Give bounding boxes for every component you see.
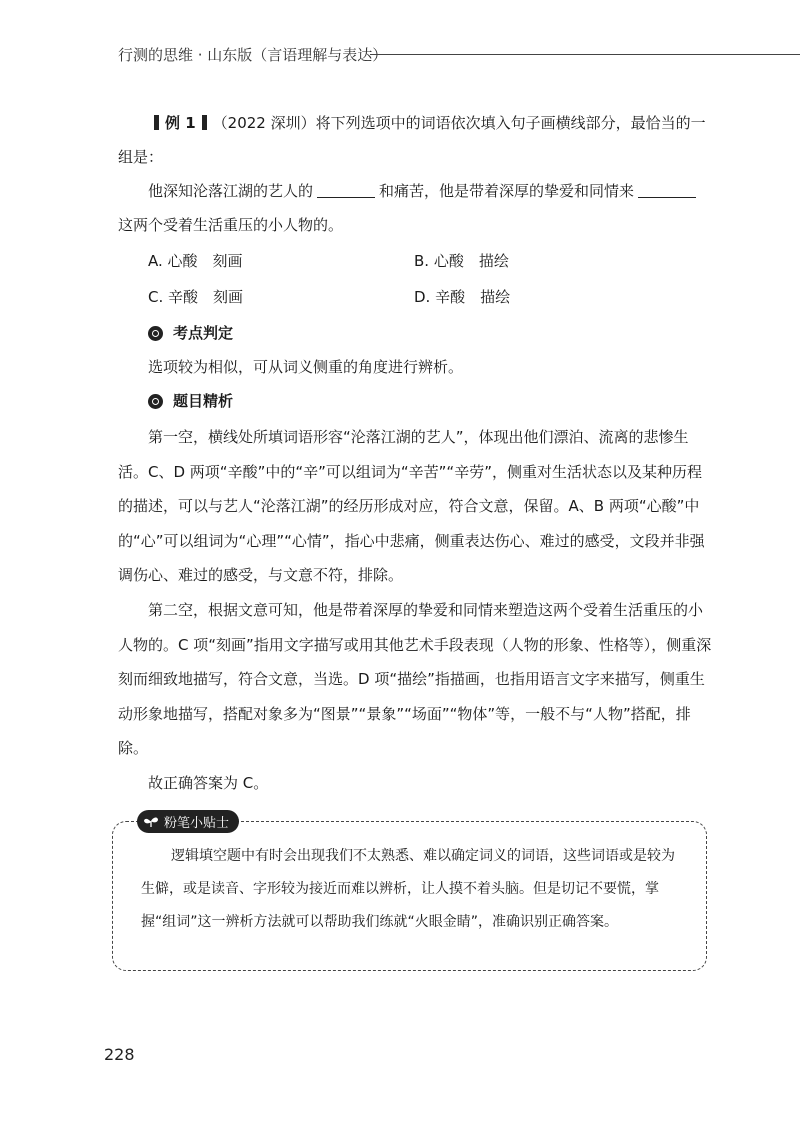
option-b: B. 心酸 描绘 <box>414 252 509 270</box>
blank-2 <box>638 183 696 198</box>
analysis-paragraph-1: 第一空，横线处所填词语形容“沦落江湖的艺人”，体现出他们漂泊、流离的悲惨生活。C、D 两项“辛酸”中的“辛”可以组词为“辛苦”“辛劳”，侧重对生活状态以及某种历程的描述，可以与艺人“沦落江湖”的经历形成对应，符合文意，保留。A、B 两项“心酸”中的“心”可以组词为“心理”“心情”，指心中悲痛，侧重表达伤心、难过的感受，文段并非强调伤心、难过的感受，与文意不符，排除。 <box>118 428 705 585</box>
option-c: C. 辛酸 刻画 <box>148 288 244 306</box>
page-header <box>118 40 718 70</box>
answer-line: 故正确答案为 C。 <box>148 773 269 792</box>
question-prompt-text: 将下列选项中的词语依次填入句子画横线部分，最恰当的一组是： <box>118 114 706 166</box>
question-sentence <box>118 174 714 242</box>
header-rule <box>370 54 800 55</box>
sentence-part-c: 这两个受着生活重压的小人物的。 <box>118 216 344 234</box>
answer-options <box>148 244 714 316</box>
tag-bar-left <box>154 115 159 130</box>
question-prompt <box>118 106 714 174</box>
leaf-icon <box>143 816 159 828</box>
analysis-heading <box>148 384 714 418</box>
tag-bar-right <box>202 115 207 130</box>
analysis-paragraph-2: 第二空，根据文意可知，他是带着深厚的挚爱和同情来塑造这两个受着生活重压的小人物的。C 项“刻画”指用文字描写或用其他艺术手段表现（人物的形象、性格等），侧重深刻而细致地描写，符合文意，当选。D 项“描绘”指描画，也指用语言文字来描写，侧重生动形象地描写，搭配对象多为“图景”“景象”“场面”“物体”等，一般不与“人物”搭配，排除。 <box>118 600 712 758</box>
blank-1 <box>317 183 375 198</box>
kaodian-heading-text: 考点判定 <box>173 324 234 342</box>
page-content <box>118 106 714 801</box>
analysis-heading-text: 题目精析 <box>173 392 234 410</box>
sentence-part-b: 和痛苦，他是带着深厚的挚爱和同情来 <box>379 182 635 200</box>
page-number: 228 <box>104 1045 135 1064</box>
tip-box <box>112 816 707 971</box>
header-title: 行测的思维 · 山东版（言语理解与表达） <box>118 46 388 64</box>
question-tag: 例 1 <box>165 114 196 132</box>
option-a: A. 心酸 刻画 <box>148 252 243 270</box>
kaodian-heading <box>148 316 714 350</box>
tip-label <box>137 810 239 833</box>
kaodian-text: 选项较为相似，可从词义侧重的角度进行辨析。 <box>148 358 464 376</box>
sentence-part-a: 他深知沦落江湖的艺人的 <box>148 182 314 200</box>
magnifier-icon <box>148 394 163 409</box>
tip-label-text: 粉笔小贴士 <box>164 816 230 831</box>
analysis-body <box>118 420 714 801</box>
option-d: D. 辛酸 描绘 <box>414 288 511 306</box>
question-source: （2022 深圳） <box>212 114 316 132</box>
target-icon <box>148 326 163 341</box>
tip-text: 逻辑填空题中有时会出现我们不太熟悉、难以确定词义的词语，这些词语或是较为生僻，或是读音、字形较为接近而难以辨析，让人摸不着头脑。但是切记不要慌，掌握“组词”这一辨析方法就可以帮助我们练就“火眼金睛”，准确识别正确答案。 <box>141 848 675 930</box>
